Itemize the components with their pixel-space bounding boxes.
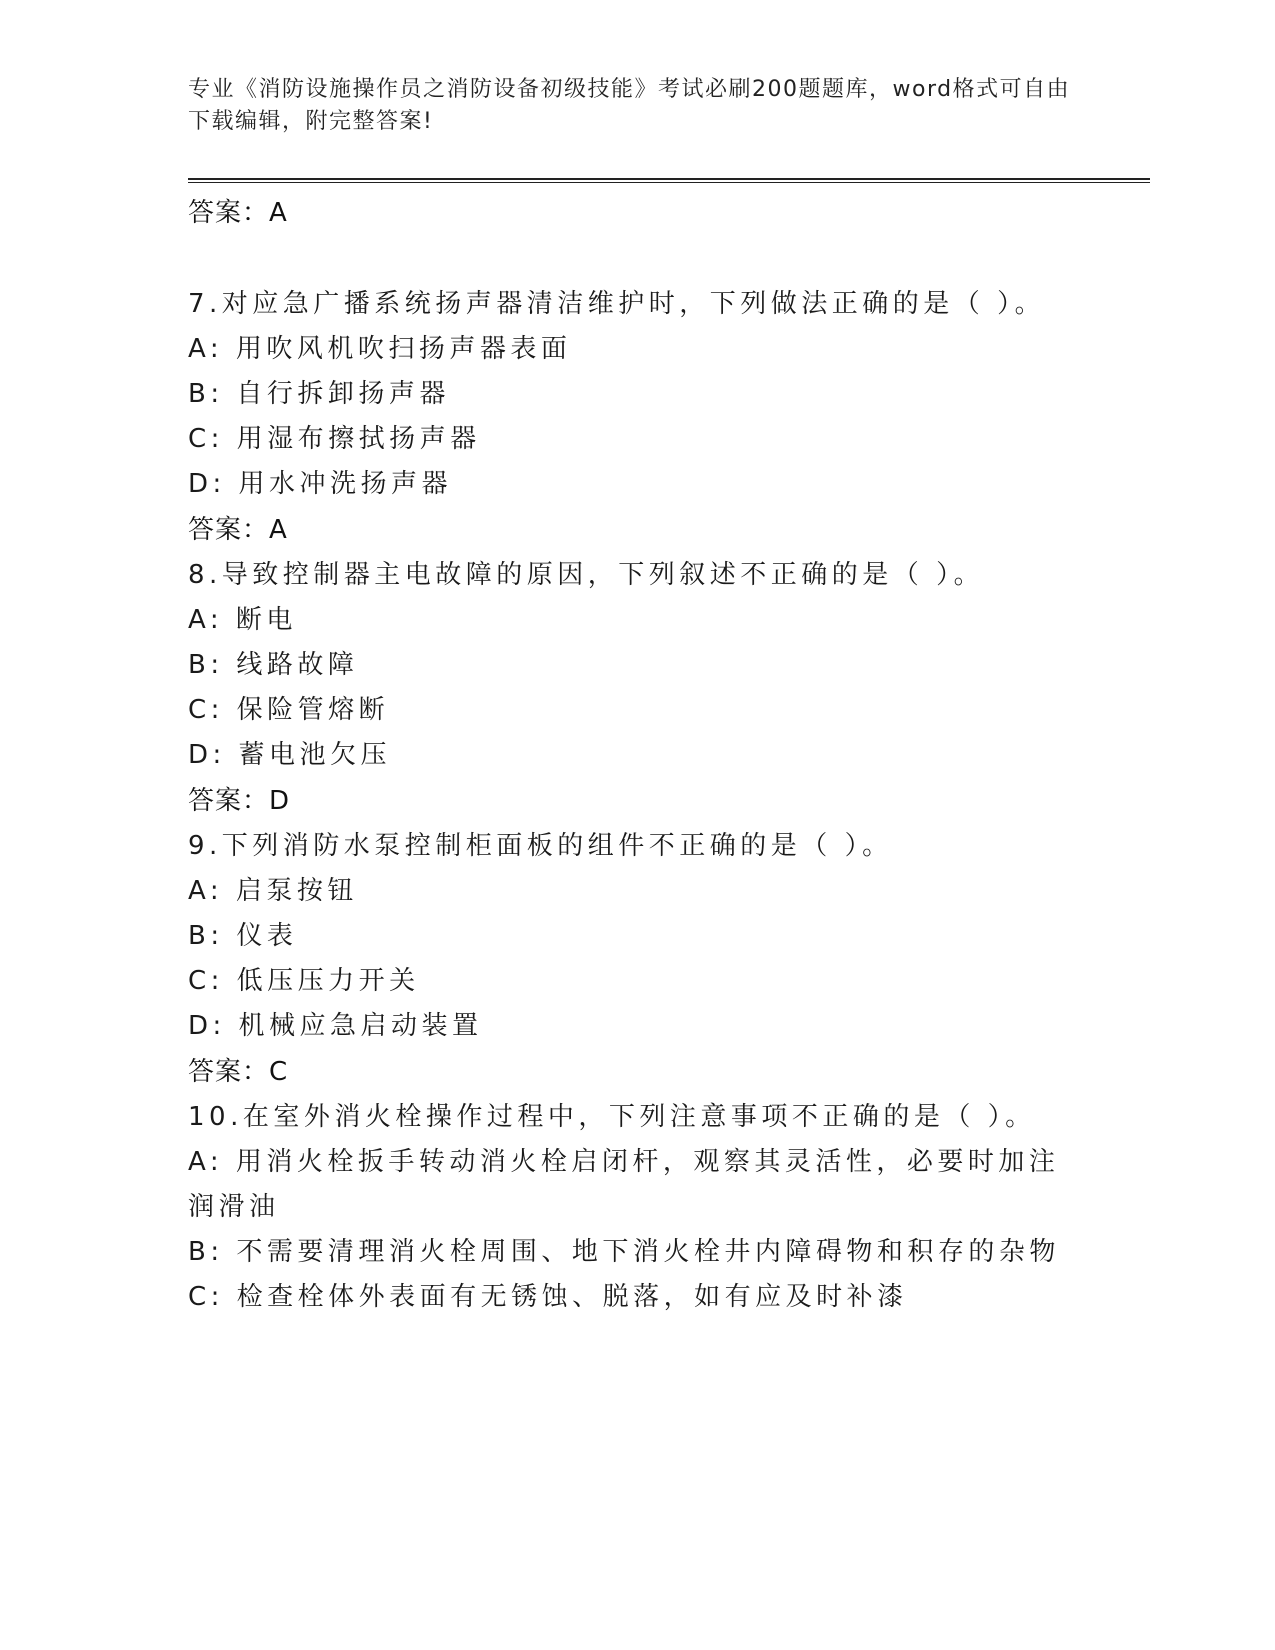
question-text: 10.在室外消火栓操作过程中，下列注意事项不正确的是（ ）。 xyxy=(188,1102,1036,1132)
option-c: C: 保险管熔断 xyxy=(188,695,390,725)
option-c: C: 低压压力开关 xyxy=(188,966,420,996)
question-block-8 xyxy=(188,553,1088,824)
question-text: 9.下列消防水泵控制柜面板的组件不正确的是（ ）。 xyxy=(188,831,893,861)
question-text: 8.导致控制器主电故障的原因，下列叙述不正确的是（ ）。 xyxy=(188,560,985,590)
question-block-10 xyxy=(188,1095,1088,1320)
option-b: B: 不需要清理消火栓周围、地下消火栓井内障碍物和积存的杂物 xyxy=(188,1237,1060,1267)
option-a: A: 用消火栓扳手转动消火栓启闭杆，观察其灵活性，必要时加注润滑油 xyxy=(188,1147,1060,1222)
option-a: A: 启泵按钮 xyxy=(188,876,358,906)
option-b: B: 线路故障 xyxy=(188,650,359,680)
question-block-9 xyxy=(188,824,1088,1095)
option-d: D: 机械应急启动装置 xyxy=(188,1011,483,1041)
option-c: C: 检查栓体外表面有无锈蚀、脱落，如有应及时补漆 xyxy=(188,1282,908,1312)
answer-line: 答案：A xyxy=(188,198,288,228)
question-block-7 xyxy=(188,282,1088,553)
document-body xyxy=(188,190,1088,1320)
question-text: 7.对应急广播系统扬声器清洁维护时，下列做法正确的是（ ）。 xyxy=(188,289,1046,319)
option-a: A: 用吹风机吹扫扬声器表面 xyxy=(188,334,572,364)
option-d: D: 用水冲洗扬声器 xyxy=(188,469,453,499)
document-header: 专业《消防设施操作员之消防设备初级技能》考试必刷200题题库，word格式可自由下载编辑，附完整答案! xyxy=(188,77,1071,134)
option-b: B: 自行拆卸扬声器 xyxy=(188,379,450,409)
answer-line: 答案：C xyxy=(188,1057,289,1087)
option-d: D: 蓄电池欠压 xyxy=(188,740,392,770)
answer-line: 答案：A xyxy=(188,515,288,545)
option-a: A: 断电 xyxy=(188,605,297,635)
header-divider xyxy=(188,178,1150,183)
answer-line: 答案：D xyxy=(188,786,291,816)
option-b: B: 仪表 xyxy=(188,921,298,951)
option-c: C: 用湿布擦拭扬声器 xyxy=(188,424,481,454)
